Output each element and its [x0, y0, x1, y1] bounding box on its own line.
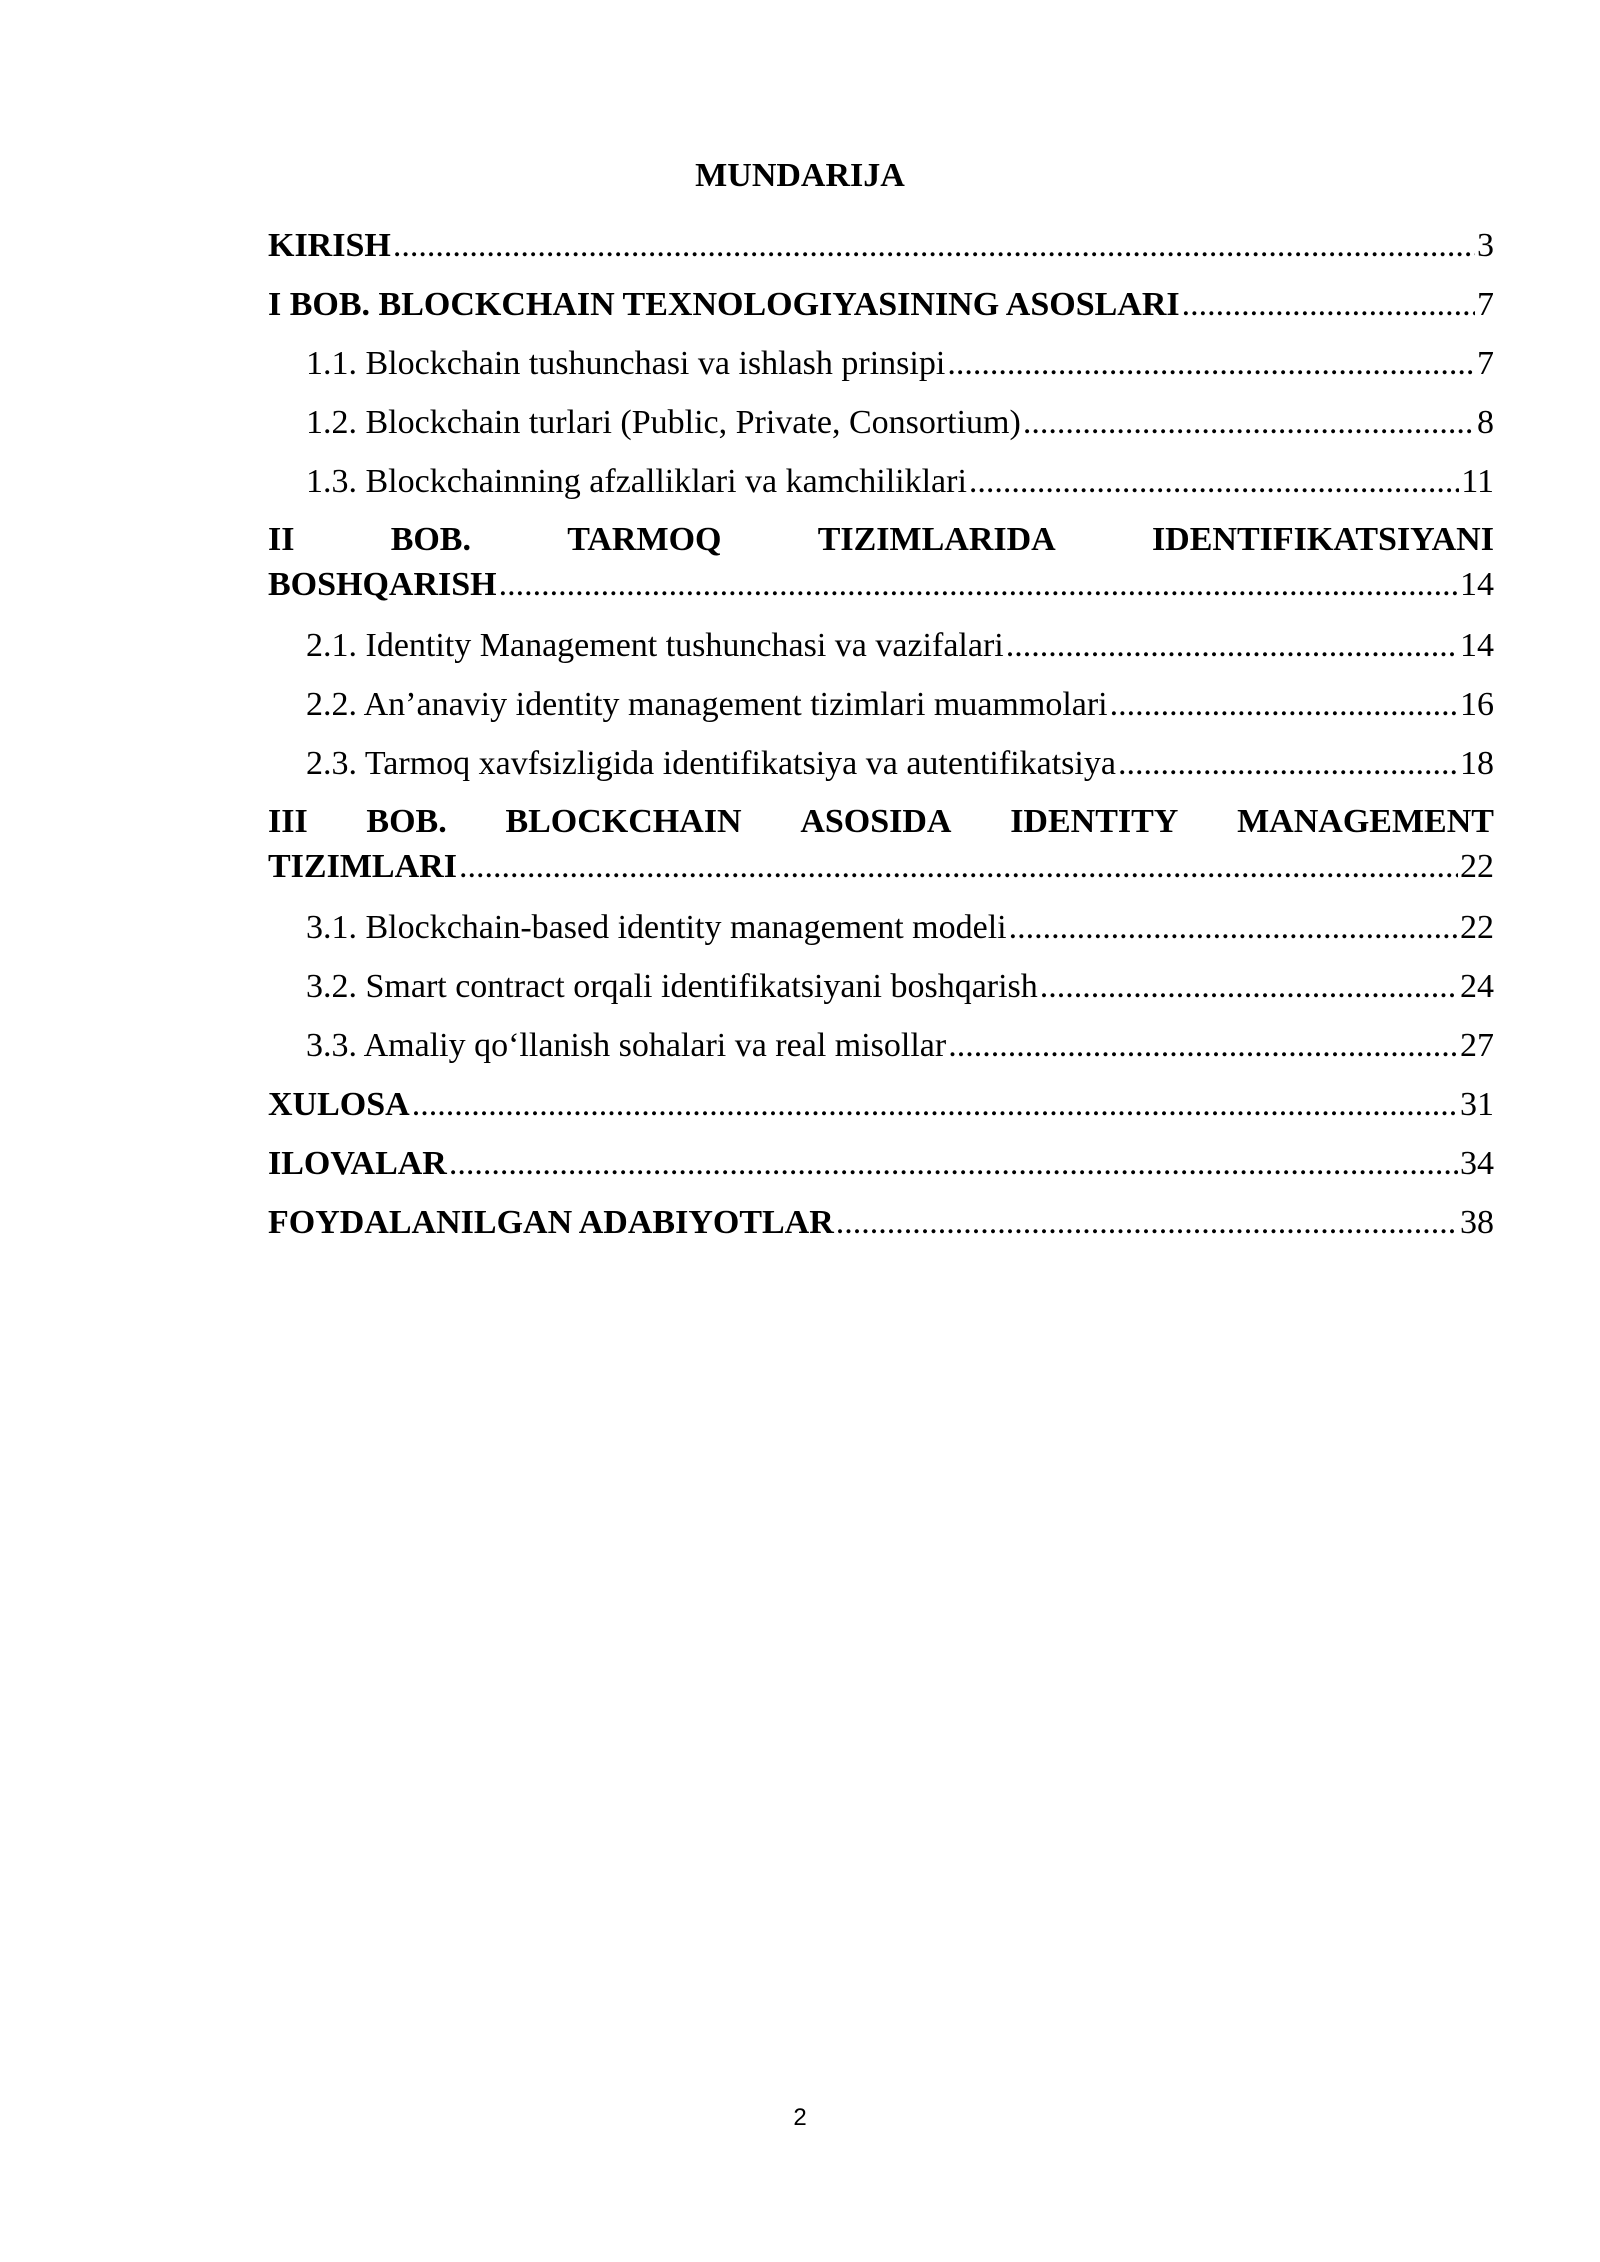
page-title: MUNDARIJA	[695, 157, 905, 194]
chapter-title-word: BLOCKCHAIN	[505, 803, 742, 840]
toc-entry-page: 14	[1460, 627, 1494, 664]
table-of-contents	[268, 216, 1494, 1252]
toc-entry-section-1-1[interactable]	[268, 334, 1494, 393]
toc-entry-section-2-1[interactable]	[268, 616, 1494, 675]
chapter-title-line	[268, 793, 1494, 844]
toc-entry-kirish[interactable]	[268, 216, 1494, 275]
toc-entry-page: 34	[1460, 1145, 1494, 1182]
toc-entry-adabiyotlar[interactable]	[268, 1193, 1494, 1252]
dot-leader	[449, 1134, 1458, 1193]
toc-entry-xulosa[interactable]	[268, 1075, 1494, 1134]
toc-entry-section-3-3[interactable]	[268, 1016, 1494, 1075]
toc-entry-title: 1.2. Blockchain turlari (Public, Private, Consortium)	[306, 404, 1021, 441]
chapter-title-word: TIZIMLARIDA	[817, 521, 1056, 558]
toc-entry-title: 1.1. Blockchain tushunchasi va ishlash prinsipi	[306, 345, 946, 382]
dot-leader	[1182, 275, 1475, 334]
toc-entry-title: 3.3. Amaliy qo‘llanish sohalari va real misollar	[306, 1027, 947, 1064]
toc-entry-chapter-1[interactable]	[268, 275, 1494, 334]
toc-entry-title: 2.3. Tarmoq xavfsizligida identifikatsiya va autentifikatsiya	[306, 745, 1116, 782]
toc-entry-page: 22	[1460, 909, 1494, 946]
toc-entry-page: 27	[1460, 1027, 1494, 1064]
toc-entry-page: 22	[1460, 848, 1494, 885]
dot-leader	[1023, 393, 1475, 452]
toc-entry-page: 8	[1477, 404, 1494, 441]
toc-entry-title: 2.1. Identity Management tushunchasi va vazifalari	[306, 627, 1004, 664]
toc-entry-page: 7	[1477, 345, 1494, 382]
toc-entry-chapter-2[interactable]	[268, 511, 1494, 616]
chapter-title-word: BOB.	[390, 521, 471, 558]
chapter-title-last-line	[268, 562, 1494, 616]
toc-entry-chapter-3[interactable]	[268, 793, 1494, 898]
dot-leader	[1110, 675, 1458, 734]
toc-entry-title: 2.2. An’anaviy identity management tizimlari muammolari	[306, 686, 1108, 723]
dot-leader	[1040, 957, 1458, 1016]
chapter-title-word: IDENTIFIKATSIYANI	[1151, 521, 1494, 558]
toc-entry-page: 3	[1477, 227, 1494, 264]
chapter-title-word: BOB.	[366, 803, 447, 840]
toc-entry-page: 14	[1460, 566, 1494, 603]
chapter-title-word: MANAGEMENT	[1237, 803, 1494, 840]
toc-entry-page: 31	[1460, 1086, 1494, 1123]
toc-entry-page: 18	[1460, 745, 1494, 782]
toc-entry-title: 3.2. Smart contract orqali identifikatsiyani boshqarish	[306, 968, 1038, 1005]
chapter-title-word: III	[268, 803, 308, 840]
chapter-title-last-line	[268, 844, 1494, 898]
chapter-title-line	[268, 511, 1494, 562]
toc-entry-title: BOSHQARISH	[268, 566, 497, 603]
dot-leader	[948, 1016, 1458, 1075]
toc-entry-title: ILOVALAR	[268, 1145, 447, 1182]
toc-entry-page: 16	[1460, 686, 1494, 723]
toc-entry-section-3-2[interactable]	[268, 957, 1494, 1016]
toc-entry-title: KIRISH	[268, 227, 391, 264]
dot-leader	[1009, 898, 1458, 957]
chapter-title-word: II	[268, 521, 295, 558]
dot-leader	[969, 452, 1459, 511]
toc-entry-page: 7	[1477, 286, 1494, 323]
toc-entry-title: 1.3. Blockchainning afzalliklari va kamchiliklari	[306, 463, 967, 500]
dot-leader	[459, 844, 1458, 890]
toc-entry-page: 11	[1461, 463, 1494, 500]
toc-entry-title: FOYDALANILGAN ADABIYOTLAR	[268, 1204, 834, 1241]
dot-leader	[1118, 734, 1458, 793]
chapter-title-word: TARMOQ	[567, 521, 722, 558]
dot-leader	[412, 1075, 1458, 1134]
toc-entry-page: 38	[1460, 1204, 1494, 1241]
toc-entry-section-2-3[interactable]	[268, 734, 1494, 793]
toc-entry-section-1-3[interactable]	[268, 452, 1494, 511]
dot-leader	[499, 562, 1458, 608]
toc-entry-section-2-2[interactable]	[268, 675, 1494, 734]
toc-entry-title: TIZIMLARI	[268, 848, 457, 885]
toc-entry-title: I BOB. BLOCKCHAIN TEXNOLOGIYASINING ASOSLARI	[268, 286, 1180, 323]
chapter-title-word: IDENTITY	[1010, 803, 1179, 840]
page-number: 2	[793, 2104, 807, 2131]
dot-leader	[393, 216, 1475, 275]
dot-leader	[947, 334, 1475, 393]
toc-entry-section-3-1[interactable]	[268, 898, 1494, 957]
dot-leader	[1006, 616, 1458, 675]
toc-entry-section-1-2[interactable]	[268, 393, 1494, 452]
toc-entry-page: 24	[1460, 968, 1494, 1005]
toc-entry-ilovalar[interactable]	[268, 1134, 1494, 1193]
toc-entry-title: 3.1. Blockchain-based identity management modeli	[306, 909, 1007, 946]
toc-entry-title: XULOSA	[268, 1086, 410, 1123]
chapter-title-word: ASOSIDA	[800, 803, 952, 840]
dot-leader	[836, 1193, 1458, 1252]
